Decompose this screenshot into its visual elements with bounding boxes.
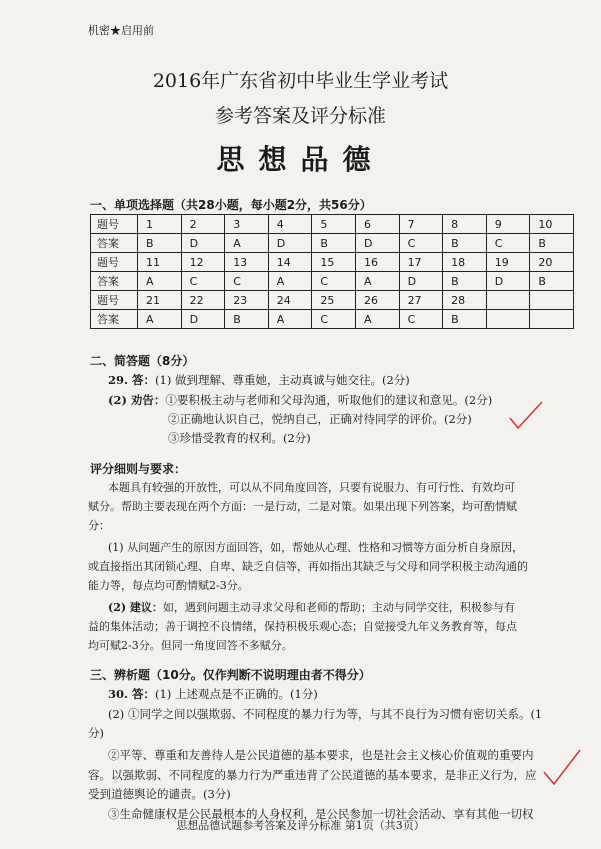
table-cell: 26 (355, 291, 399, 310)
table-cell: 23 (225, 291, 269, 310)
table-cell: 9 (486, 215, 530, 234)
table-cell: A (225, 234, 269, 253)
table-cell: 6 (355, 215, 399, 234)
row-header-cell: 题号 (91, 291, 138, 310)
table-cell: 22 (181, 291, 225, 310)
q29-advice-1: (2) 劝告：①要积极主动与老师和父母沟通，听取他们的建议和意见。(2分) (108, 393, 493, 407)
table-cell: 4 (268, 215, 312, 234)
table-cell: 17 (399, 253, 443, 272)
table-cell: B (312, 234, 356, 253)
table-cell (486, 310, 530, 329)
table-cell: B (443, 234, 487, 253)
confidential-label: 机密★启用前 (88, 24, 154, 37)
q29-part1: (1) 做到理解、尊重她，主动真诚与她交往。(2分) (155, 373, 410, 387)
table-row (91, 310, 574, 329)
row-header-cell: 答案 (91, 234, 138, 253)
table-cell: D (268, 234, 312, 253)
table-cell: 12 (181, 253, 225, 272)
table-cell: B (530, 272, 574, 291)
q29-advice-label: (2) 劝告： (108, 393, 166, 407)
table-cell (486, 291, 530, 310)
table-cell: A (138, 272, 182, 291)
table-cell: C (312, 310, 356, 329)
section-2-heading: 二、简答题（8分） (90, 354, 195, 368)
q29-answer-line (108, 372, 410, 388)
table-cell: 2 (181, 215, 225, 234)
table-row (91, 253, 574, 272)
table-cell: A (268, 310, 312, 329)
table-cell: C (225, 272, 269, 291)
table-cell (530, 291, 574, 310)
row-header-cell: 题号 (91, 253, 138, 272)
table-cell: D (486, 272, 530, 291)
table-cell: B (530, 234, 574, 253)
table-cell: C (181, 272, 225, 291)
table-cell: A (355, 310, 399, 329)
q29-advice-3: ③珍惜受教育的权利。(2分) (168, 431, 311, 445)
table-row (91, 215, 574, 234)
q29-advice-2: ②正确地认识自己，悦纳自己，正确对待同学的评价。(2分) (168, 412, 472, 426)
table-cell: 1 (138, 215, 182, 234)
table-cell (530, 310, 574, 329)
table-cell: 25 (312, 291, 356, 310)
table-cell: B (443, 310, 487, 329)
row-header-cell: 题号 (91, 215, 138, 234)
table-cell: 3 (225, 215, 269, 234)
table-cell: 15 (312, 253, 356, 272)
table-cell: 14 (268, 253, 312, 272)
table-cell: C (399, 234, 443, 253)
table-cell: D (181, 234, 225, 253)
page-footer: 思想品德试题参考答案及评分标准 第1页（共3页） (176, 819, 425, 832)
row-header-cell: 答案 (91, 272, 138, 291)
table-cell: 24 (268, 291, 312, 310)
table-row (91, 234, 574, 253)
table-cell: C (486, 234, 530, 253)
table-cell: A (138, 310, 182, 329)
table-cell: C (312, 272, 356, 291)
table-cell: 13 (225, 253, 269, 272)
table-cell: 21 (138, 291, 182, 310)
table-cell: 20 (530, 253, 574, 272)
table-cell: A (355, 272, 399, 291)
section-1-heading: 一、单项选择题（共28小题，每小题2分，共56分） (90, 198, 372, 212)
table-cell: D (355, 234, 399, 253)
red-check-mark-icon (506, 400, 546, 432)
subject-title: 思想品德 (216, 143, 385, 176)
exam-title: 2016年广东省初中毕业生学业考试 (152, 70, 449, 92)
table-cell: 7 (399, 215, 443, 234)
grading-heading: 评分细则与要求： (90, 462, 187, 476)
table-cell: B (225, 310, 269, 329)
red-check-mark-icon-2 (540, 748, 584, 788)
table-cell: A (268, 272, 312, 291)
table-cell: 16 (355, 253, 399, 272)
table-cell: 19 (486, 253, 530, 272)
table-cell: 18 (443, 253, 487, 272)
table-row (91, 272, 574, 291)
section-3-heading: 三、辨析题（10分。仅作判断不说明理由者不得分） (90, 668, 371, 682)
table-row (91, 291, 574, 310)
table-cell: C (399, 310, 443, 329)
table-cell: 11 (138, 253, 182, 272)
table-cell: B (138, 234, 182, 253)
table-cell: 27 (399, 291, 443, 310)
q29-label: 29. 答： (108, 373, 156, 387)
table-cell: B (443, 272, 487, 291)
table-cell: 10 (530, 215, 574, 234)
table-cell: 5 (312, 215, 356, 234)
row-header-cell: 答案 (91, 310, 138, 329)
answer-table (90, 214, 574, 329)
table-cell: D (399, 272, 443, 291)
table-cell: D (181, 310, 225, 329)
doc-subtitle: 参考答案及评分标准 (214, 105, 386, 127)
answer-key-page: 机密★启用前 2016年广东省初中毕业生学业考试 参考答案及评分标准 思想品德 一、单项选择题（共28小题，每小题2分，共56分） 题号 1 2 3 4 5 6 7 8 9 10 答案 B D A D B D C B C B 题号 11 12 13 14 15 16 17 18 19 20 答案 A C C A C A D B D B 题号 21 22 23 24 25 26 27 28 答案 A D B A C A C B 二、简答题（8分） 29. 答：(1) 做到理解、尊重她，主动真诚与她交往。(2分) (2) 劝告：①要积极主动与老师和父母沟通，听取他们的建议和意见。(2分) ②正确地认识自己，悦纳自己，正确对待同学的评价。(2分) ③珍惜受教育的权利。(2分) 评分细则与要求： 本题具有较强的开放性，可以从不同角度回答，只要有说服力、有可行性、有效均可 赋分。帮助主要表现在两个方面：一是行动，二是对策。如果出现下列答案，均可酌情赋 分： (1) 从问题产生的原因方面回答，如，帮她从心理、性格和习惯等方面分析自身原因， 或直接指出其闭锁心理、自卑、缺乏自信等，再如指出其缺乏与父母和同学积极主动沟通的 能力等，每点均可酌情赋2-3分。 (2) 建议：如，遇到问题主动寻求父母和老师的帮助；主动与同学交往，积极参与有 益的集体活动；善于调控不良情绪，保持积极乐观心态；自觉接受九年义务教育等，每点 均可赋2-3分。但同一角度回答不多赋分。 三、辨析题（10分。仅作判断不说明理由者不得分） 30. 答：(1) 上述观点是不正确的。(1分) (2) ①同学之间以强欺弱、不同程度的暴力行为等，与其不良行为习惯有密切关系。(1 分) ②平等、尊重和友善待人是公民道德的基本要求，也是社会主义核心价值观的重要内 容。以强欺弱、不同程度的暴力行为严重违背了公民道德的基本要求，是非正义行为，应 受到道德舆论的谴责。(3分) ③生命健康权是公民最根本的人身权利，是公民参加一切社会活动、享有其他一切权 思想品德试题参考答案及评分标准 第1页（共3页） (0, 0, 601, 849)
table-cell: 8 (443, 215, 487, 234)
table-cell: 28 (443, 291, 487, 310)
